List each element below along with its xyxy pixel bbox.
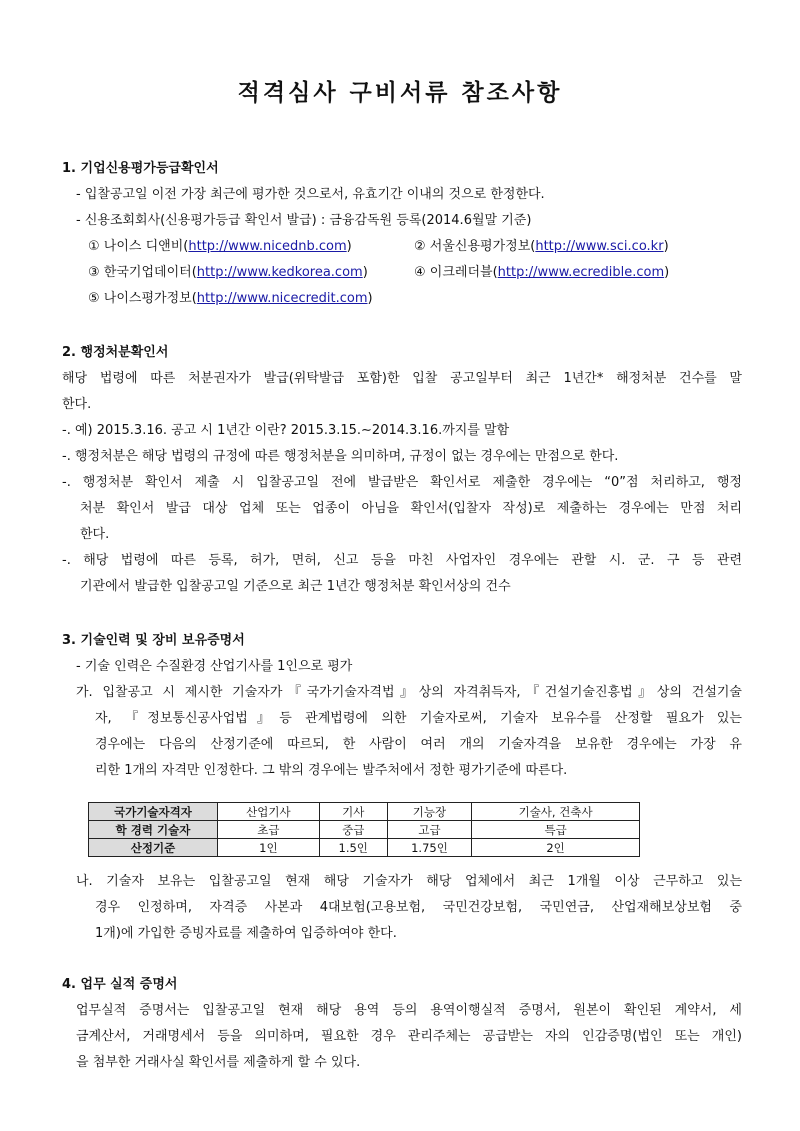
section-1-line-2: - 신용조회회사(신용평가등급 확인서 발급) : 금융감독원 등록(2014.6월말 기준) <box>76 213 532 228</box>
table-cell: 기능장 <box>387 803 471 821</box>
table-cell: 1.5인 <box>319 839 387 857</box>
agency-item <box>414 264 669 282</box>
table-row <box>89 803 640 821</box>
agency-number: ④ <box>414 265 426 280</box>
section-2-heading: 2. 행정처분확인서 <box>62 345 169 360</box>
agency-link[interactable]: http://www.nicecredit.com <box>196 291 368 306</box>
agency-close: ) <box>663 239 669 254</box>
table-row-header: 국가기술자격자 <box>89 803 218 821</box>
agency-name: 이크레더블( <box>429 265 498 280</box>
agency-name: 서울신용평가정보( <box>429 239 536 254</box>
agency-number: ⑤ <box>88 291 100 306</box>
agency-number: ③ <box>88 265 100 280</box>
section-2-bullet: -. 예) 2015.3.16. 공고 시 1년간 이란? 2015.3.15.∼2014.3.16.까지를 말함 <box>62 423 510 438</box>
section-3-line: - 기술 인력은 수질환경 산업기사를 1인으로 평가 <box>76 659 353 674</box>
agency-number: ① <box>88 239 100 254</box>
table-cell: 중급 <box>319 821 387 839</box>
section-3-item-ga-cont: 리한 1개의 자격만 인정한다. 그 밖의 경우에는 발주처에서 정한 평가기준에 따른다. <box>95 763 568 778</box>
table-row <box>89 839 640 857</box>
agency-number: ② <box>414 239 426 254</box>
table-cell: 1인 <box>218 839 320 857</box>
section-3-heading: 3. 기술인력 및 장비 보유증명서 <box>62 633 245 648</box>
section-2-bullet: -. 행정처분은 해당 법령의 규정에 따른 행정처분을 의미하며, 규정이 없는 경우에는 만점으로 한다. <box>62 449 619 464</box>
section-3-item-na-cont: 경우 인정하며, 자격증 사본과 4대보험(고용보험, 국민건강보험, 국민연금, 산업재해보상보험 중 <box>95 900 742 915</box>
agency-link[interactable]: http://www.nicednb.com <box>188 239 347 254</box>
table-cell: 기술사, 건축사 <box>472 803 640 821</box>
table-cell: 고급 <box>387 821 471 839</box>
agency-close: ) <box>346 239 352 254</box>
table-cell: 산업기사 <box>218 803 320 821</box>
section-3-item-ga-cont: 자, 『정보통신공사업법』등 관계법령에 의한 기술자로써, 기술자 보유수를 산정할 필요가 있는 <box>95 711 742 726</box>
section-4-line: 금계산서, 거래명세서 등을 의미하며, 필요한 경우 관리주체는 공급받는 자의 인감증명(법인 또는 개인) <box>76 1029 742 1044</box>
section-2-bullet-cont: 한다. <box>80 527 110 542</box>
qualification-table <box>88 802 640 857</box>
section-1-line-1: - 입찰공고일 이전 가장 최근에 평가한 것으로서, 유효기간 이내의 것으로 한정한다. <box>76 187 545 202</box>
agency-link[interactable]: http://www.sci.co.kr <box>535 239 664 254</box>
agency-name: 나이스 디앤비( <box>103 239 189 254</box>
table-cell: 2인 <box>472 839 640 857</box>
section-4-line: 을 첨부한 거래사실 확인서를 제출하게 할 수 있다. <box>76 1055 361 1070</box>
section-3-item-ga: 가. 입찰공고 시 제시한 기술자가『국가기술자격법』상의 자격취득자,『건설기술진흥법』상의 건설기술 <box>76 685 742 700</box>
section-4-heading: 4. 업무 실적 증명서 <box>62 977 178 992</box>
section-2-bullet-cont: 처분 확인서 발급 대상 업체 또는 업종이 아님을 확인서(입찰자 작성)로 제출하는 경우에는 만점 처리 <box>80 501 742 516</box>
section-2-bullet-cont: 기관에서 발급한 입찰공고일 기준으로 최근 1년간 행정처분 확인서상의 건수 <box>80 579 511 594</box>
agency-name: 한국기업데이터( <box>103 265 197 280</box>
section-2-paragraph-line: 해당 법령에 따른 처분권자가 발급(위탁발급 포함)한 입찰 공고일부터 최근 1년간* 해정처분 건수를 말 <box>62 371 742 386</box>
agency-item <box>88 290 373 308</box>
table-row <box>89 821 640 839</box>
agency-close: ) <box>664 265 670 280</box>
table-cell: 특급 <box>472 821 640 839</box>
table-cell: 1.75인 <box>387 839 471 857</box>
section-3-item-ga-cont: 경우에는 다음의 산정기준에 따르되, 한 사람이 여러 개의 기술자격을 보유한 경우에는 가장 유 <box>95 737 742 752</box>
agency-name: 나이스평가정보( <box>103 291 197 306</box>
agency-item <box>414 238 669 256</box>
section-2-bullet: -. 해당 법령에 따른 등록, 허가, 면허, 신고 등을 마친 사업자인 경우에는 관할 시. 군. 구 등 관련 <box>62 553 742 568</box>
agency-item <box>88 238 352 256</box>
table-cell: 초급 <box>218 821 320 839</box>
agency-link[interactable]: http://www.kedkorea.com <box>196 265 363 280</box>
section-1-heading: 1. 기업신용평가등급확인서 <box>62 161 219 176</box>
section-2-bullet: -. 행정처분 확인서 제출 시 입찰공고일 전에 발급받은 확인서로 제출한 경우에는 “0”점 처리하고, 행정 <box>62 475 742 490</box>
document-title: 적격심사 구비서류 참조사항 <box>237 79 563 106</box>
agency-close: ) <box>367 291 373 306</box>
agency-close: ) <box>362 265 368 280</box>
section-3-item-na: 나. 기술자 보유는 입찰공고일 현재 해당 기술자가 해당 업체에서 최근 1개월 이상 근무하고 있는 <box>76 874 742 889</box>
section-2-paragraph-line: 한다. <box>62 397 92 412</box>
table-row-header: 학 경력 기술자 <box>89 821 218 839</box>
section-3-item-na-cont: 1개)에 가입한 증빙자료를 제출하여 입증하여야 한다. <box>95 926 397 941</box>
section-4-line: 업무실적 증명서는 입찰공고일 현재 해당 용역 등의 용역이행실적 증명서, 원본이 확인된 계약서, 세 <box>76 1003 742 1018</box>
agency-link[interactable]: http://www.ecredible.com <box>497 265 665 280</box>
agency-item <box>88 264 368 282</box>
table-row-header: 산정기준 <box>89 839 218 857</box>
table-cell: 기사 <box>319 803 387 821</box>
